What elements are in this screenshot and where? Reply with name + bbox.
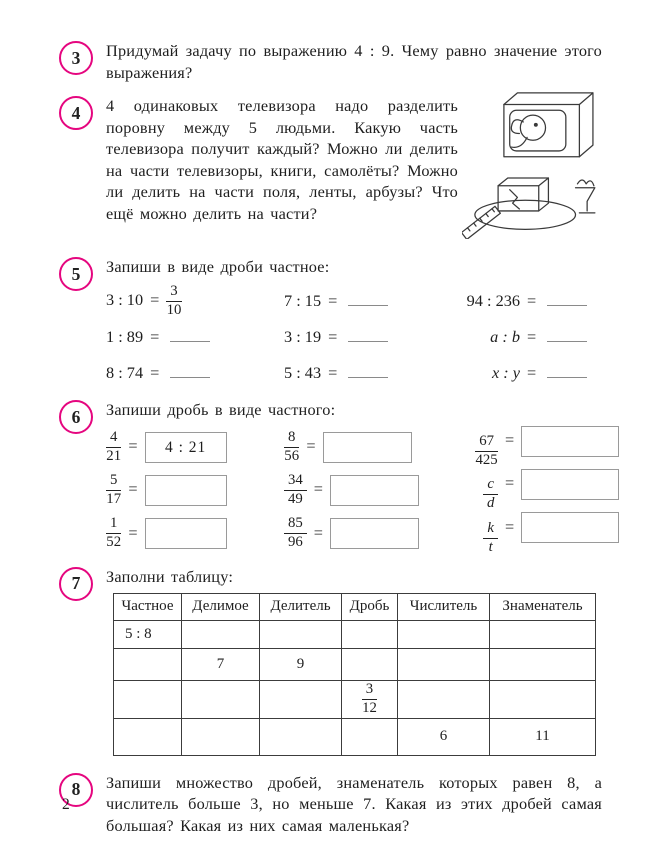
exercise-item: [456, 327, 602, 347]
exercise-item: [284, 430, 456, 465]
table-cell-empty[interactable]: [490, 680, 596, 718]
exercise-item: [106, 430, 284, 465]
equals-sign: =: [505, 473, 515, 493]
problem-3-text: Придумай задачу по выражению 4 : 9. Чему равно значение этого выражения?: [106, 41, 602, 82]
problem-7-badge-col: [56, 566, 106, 601]
fraction: $\frac{3}{12}$: [362, 680, 377, 716]
elephant-tv-illustration: [462, 89, 602, 244]
quotient-expression: 7 : 15: [284, 291, 322, 310]
page-number: 2: [62, 796, 70, 813]
table-cell-quotient: 5 : 8: [114, 620, 182, 648]
exercise-item: [456, 512, 619, 555]
problem-5-title: Запиши в виде дроби частное:: [106, 257, 330, 276]
quotient-expression: 94 : 236: [466, 291, 520, 310]
problem-7: [56, 566, 602, 756]
problem-5-badge-col: [56, 256, 106, 291]
answer-blank[interactable]: [348, 292, 388, 306]
equals-sign: =: [527, 363, 537, 382]
answer-box[interactable]: [145, 475, 227, 506]
table-header-quotient: Частное: [114, 593, 182, 620]
table-cell-empty[interactable]: [490, 648, 596, 680]
answer-blank[interactable]: [170, 328, 210, 342]
problem-3: [56, 40, 602, 83]
table-cell-dividend: 7: [182, 648, 260, 680]
equals-sign: =: [505, 516, 515, 536]
table-cell-empty[interactable]: [114, 648, 182, 680]
fill-table: [113, 593, 596, 756]
equals-sign: =: [150, 363, 160, 382]
fraction: $\frac{c}{d}$: [483, 477, 498, 512]
problem-3-number: 3: [59, 41, 93, 75]
answer-blank[interactable]: [547, 364, 587, 378]
equals-sign: =: [150, 327, 160, 346]
problem-7-title: Заполни таблицу:: [106, 566, 234, 586]
exercise-item: [456, 363, 602, 383]
table-header-numerator: Числитель: [398, 593, 490, 620]
table-cell-numerator: 6: [398, 718, 490, 755]
equals-sign: =: [128, 436, 138, 456]
problem-7-number: 7: [59, 567, 93, 601]
exercise-item: [106, 473, 284, 508]
table-row: [114, 680, 596, 718]
table-cell-empty[interactable]: [342, 648, 398, 680]
exercise-item: [106, 284, 284, 319]
fraction: $\frac{67}{425}$: [475, 433, 498, 469]
exercise-item: [456, 291, 602, 311]
table-cell-empty[interactable]: [398, 620, 490, 648]
exercise-item: [284, 327, 456, 347]
answer-box[interactable]: [521, 512, 619, 543]
table-header-dividend: Делимое: [182, 593, 260, 620]
problem-8: [56, 772, 602, 837]
answer-box[interactable]: [145, 518, 227, 549]
quotient-expression: x : y: [491, 363, 520, 382]
table-header-denominator: Знаменатель: [490, 593, 596, 620]
p6-row-3: [106, 512, 602, 555]
table-header-fraction: Дробь: [342, 593, 398, 620]
equals-sign: =: [313, 522, 323, 542]
equals-sign: =: [128, 522, 138, 542]
exercise-item: [106, 327, 284, 347]
answer-box[interactable]: [521, 469, 619, 500]
answer-blank[interactable]: [547, 328, 587, 342]
quotient-expression: 1 : 89: [106, 327, 144, 346]
exercise-item: [456, 469, 619, 512]
problem-8-number: 8: [59, 773, 93, 807]
fraction: $\frac{1}{52}$: [106, 515, 122, 551]
equals-sign: =: [328, 291, 338, 310]
table-cell-empty[interactable]: [182, 718, 260, 755]
fraction: $\frac{4}{21}$: [106, 429, 122, 465]
answer-blank[interactable]: [547, 292, 587, 306]
answer-box[interactable]: [323, 432, 412, 463]
table-cell-empty[interactable]: [260, 620, 342, 648]
answer-blank[interactable]: [348, 328, 388, 342]
problem-4-badge-col: [56, 95, 106, 130]
quotient-expression: 3 : 19: [284, 327, 322, 346]
fraction-answer: $\frac{3}{10}$: [166, 282, 182, 318]
fraction: $\frac{85}{96}$: [284, 516, 307, 551]
table-cell-empty[interactable]: [342, 620, 398, 648]
problem-4-text: 4 одинаковых телевизора надо разделить поровну между 5 людьми. Какую часть телевизора получит каждый? Можно ли делить на части телевизоры, книги, самолёты? Можно ли делить на части поля, ленты, арбузы? Что ещё можно делить на части?: [106, 96, 458, 223]
problem-6-number: 6: [59, 400, 93, 434]
equals-sign: =: [306, 436, 316, 456]
table-cell-empty[interactable]: [260, 718, 342, 755]
fraction: $\frac{8}{56}$: [284, 429, 300, 465]
quotient-expression: 5 : 43: [284, 363, 322, 382]
problem-6: [56, 399, 602, 556]
equals-sign: =: [313, 479, 323, 499]
p5-row-1: [106, 283, 602, 319]
exercise-item: [284, 291, 456, 311]
table-cell-empty[interactable]: [114, 718, 182, 755]
p5-row-2: [106, 319, 602, 355]
answer-box[interactable]: [330, 518, 419, 549]
quotient-expression: a : b: [490, 327, 520, 346]
exercise-item: [284, 363, 456, 383]
equals-sign: =: [150, 289, 160, 309]
table-cell-empty[interactable]: [398, 680, 490, 718]
p6-row-1: [106, 426, 602, 469]
equals-sign: =: [527, 291, 537, 310]
p5-row-3: [106, 355, 602, 391]
table-header-row: [114, 593, 596, 620]
fraction: $\frac{k}{t}$: [483, 521, 498, 556]
exercise-item: [106, 516, 284, 551]
table-cell-denominator: 11: [490, 718, 596, 755]
table-cell-empty[interactable]: [182, 680, 260, 718]
exercise-item: [284, 473, 456, 508]
table-cell-empty[interactable]: [182, 620, 260, 648]
table-header-divisor: Делитель: [260, 593, 342, 620]
problem-5: [56, 256, 602, 391]
problem-3-badge-col: [56, 40, 106, 75]
table-cell-empty[interactable]: [260, 680, 342, 718]
equals-sign: =: [328, 363, 338, 382]
problem-5-number: 5: [59, 257, 93, 291]
table-row: [114, 620, 596, 648]
quotient-expression: 8 : 74: [106, 363, 144, 382]
quotient-expression: 3 : 10: [106, 289, 144, 309]
equals-sign: =: [128, 479, 138, 499]
answer-box[interactable]: 4 : 21: [145, 432, 227, 463]
problem-6-title: Запиши дробь в виде частного:: [106, 400, 336, 419]
equals-sign: =: [527, 327, 537, 346]
fraction: $\frac{5}{17}$: [106, 472, 122, 508]
table-cell-divisor: 9: [260, 648, 342, 680]
table-cell-empty[interactable]: [114, 680, 182, 718]
answer-box[interactable]: [521, 426, 619, 457]
table-cell-empty[interactable]: [398, 648, 490, 680]
table-row: [114, 718, 596, 755]
answer-box[interactable]: [330, 475, 419, 506]
exercise-item: [284, 516, 456, 551]
answer-blank[interactable]: [170, 364, 210, 378]
answer-blank[interactable]: [348, 364, 388, 378]
fraction: $\frac{34}{49}$: [284, 473, 307, 508]
p6-row-2: [106, 469, 602, 512]
table-row: [114, 648, 596, 680]
exercise-item: [106, 363, 284, 383]
problem-4-number: 4: [59, 96, 93, 130]
problem-6-badge-col: [56, 399, 106, 434]
exercise-item: [456, 426, 619, 469]
table-cell-fraction: [342, 680, 398, 718]
equals-sign: =: [328, 327, 338, 346]
problem-4: [56, 95, 602, 244]
table-cell-empty[interactable]: [342, 718, 398, 755]
problem-8-text: Запиши множество дробей, знаменатель которых равен 8, а числитель больше 3, но меньше 7. Какая из этих дробей самая большая? Какая из них самая маленькая?: [106, 772, 602, 835]
table-cell-empty[interactable]: [490, 620, 596, 648]
equals-sign: =: [505, 430, 515, 450]
